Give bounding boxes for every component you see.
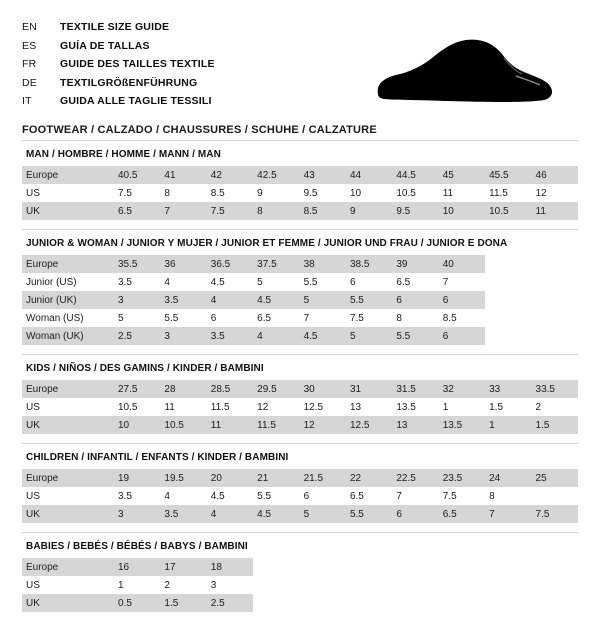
- size-cell: 5.5: [392, 327, 438, 345]
- size-cell: 10.5: [160, 416, 206, 434]
- size-cell: 6: [392, 505, 438, 523]
- size-cell: 19.5: [160, 469, 206, 487]
- table-row: [22, 327, 578, 345]
- row-label: Junior (UK): [22, 291, 114, 309]
- size-cell: 23.5: [439, 469, 485, 487]
- table-row: [22, 166, 578, 184]
- row-label: UK: [22, 505, 114, 523]
- size-cell: 6.5: [392, 273, 438, 291]
- language-row: [22, 74, 215, 93]
- size-cell: [485, 255, 531, 273]
- size-cell: 7.5: [439, 487, 485, 505]
- size-cell: 4: [253, 327, 299, 345]
- row-label: Europe: [22, 166, 114, 184]
- size-cell: 3: [207, 576, 253, 594]
- section-spacer: [22, 523, 578, 532]
- size-cell: [439, 558, 485, 576]
- size-cell: 38.5: [346, 255, 392, 273]
- size-cell: 25: [532, 469, 578, 487]
- size-cell: [300, 594, 346, 612]
- size-cell: 2.5: [114, 327, 160, 345]
- size-cell: 16: [114, 558, 160, 576]
- size-cell: 3: [114, 505, 160, 523]
- size-cell: 5: [300, 291, 346, 309]
- size-cell: 20: [207, 469, 253, 487]
- size-cell: 1: [114, 576, 160, 594]
- size-cell: [253, 558, 299, 576]
- size-cell: 7: [439, 273, 485, 291]
- size-cell: 6: [439, 327, 485, 345]
- size-cell: 9.5: [392, 202, 438, 220]
- size-cell: [532, 594, 578, 612]
- size-cell: [532, 558, 578, 576]
- size-cell: [485, 273, 531, 291]
- row-label: Europe: [22, 558, 114, 576]
- size-cell: 10: [346, 184, 392, 202]
- size-cell: 1.5: [485, 398, 531, 416]
- size-cell: 8.5: [300, 202, 346, 220]
- table-row: [22, 398, 578, 416]
- size-cell: 3: [114, 291, 160, 309]
- size-table: [22, 558, 578, 612]
- size-cell: 10.5: [114, 398, 160, 416]
- language-title: GUIDE DES TAILLES TEXTILE: [60, 58, 215, 70]
- section-spacer: [22, 612, 578, 621]
- size-cell: 7: [392, 487, 438, 505]
- size-cell: 12.5: [346, 416, 392, 434]
- table-row: [22, 576, 578, 594]
- row-label: Woman (US): [22, 309, 114, 327]
- size-table: [22, 166, 578, 220]
- section-spacer: [22, 220, 578, 229]
- size-cell: 33: [485, 380, 531, 398]
- language-title: TEXTILE SIZE GUIDE: [60, 21, 170, 33]
- row-label: US: [22, 398, 114, 416]
- size-cell: 7.5: [346, 309, 392, 327]
- dress-shoe-icon: [366, 32, 556, 110]
- table-row: [22, 594, 578, 612]
- size-table: [22, 380, 578, 434]
- size-cell: 7: [300, 309, 346, 327]
- size-sections: [22, 140, 578, 621]
- size-cell: [346, 594, 392, 612]
- size-cell: 6: [392, 291, 438, 309]
- size-cell: 5.5: [300, 273, 346, 291]
- size-cell: 4: [207, 291, 253, 309]
- size-cell: 5.5: [160, 309, 206, 327]
- language-title: GUIDA ALLE TAGLIE TESSILI: [60, 95, 212, 107]
- size-cell: 9: [346, 202, 392, 220]
- row-label: Europe: [22, 469, 114, 487]
- size-cell: 12: [532, 184, 578, 202]
- size-cell: 11.5: [253, 416, 299, 434]
- size-cell: 11.5: [207, 398, 253, 416]
- size-section: [22, 140, 578, 229]
- size-cell: 5: [253, 273, 299, 291]
- size-cell: 45: [439, 166, 485, 184]
- size-cell: 2: [532, 398, 578, 416]
- language-code: ES: [22, 39, 37, 52]
- size-cell: 9: [253, 184, 299, 202]
- size-cell: 11: [532, 202, 578, 220]
- size-cell: 6.5: [346, 487, 392, 505]
- size-cell: 5.5: [346, 291, 392, 309]
- table-row: [22, 255, 578, 273]
- document-header: [22, 18, 578, 136]
- size-cell: 31.5: [392, 380, 438, 398]
- size-cell: [532, 309, 578, 327]
- row-label: UK: [22, 594, 114, 612]
- size-section-title: MAN / HOMBRE / HOMME / MANN / MAN: [22, 140, 578, 166]
- row-label: Junior (US): [22, 273, 114, 291]
- size-cell: 12: [300, 416, 346, 434]
- size-cell: 8: [392, 309, 438, 327]
- size-cell: [300, 558, 346, 576]
- size-cell: 31: [346, 380, 392, 398]
- size-cell: 36: [160, 255, 206, 273]
- row-label: US: [22, 487, 114, 505]
- category-line: FOOTWEAR / CALZADO / CHAUSSURES / SCHUHE / CALZATURE: [22, 123, 377, 136]
- size-cell: 5: [346, 327, 392, 345]
- table-row: [22, 273, 578, 291]
- row-label: Woman (UK): [22, 327, 114, 345]
- size-cell: 28.5: [207, 380, 253, 398]
- table-row: [22, 558, 578, 576]
- size-section-title: JUNIOR & WOMAN / JUNIOR Y MUJER / JUNIOR ET FEMME / JUNIOR UND FRAU / JUNIOR E DONA: [22, 229, 578, 255]
- size-cell: 13: [346, 398, 392, 416]
- size-cell: 42: [207, 166, 253, 184]
- language-code: IT: [22, 95, 32, 107]
- language-row: [22, 18, 215, 37]
- size-cell: [532, 291, 578, 309]
- size-cell: [532, 255, 578, 273]
- language-title: GUÍA DE TALLAS: [60, 39, 150, 52]
- size-cell: [532, 487, 578, 505]
- table-row: [22, 309, 578, 327]
- size-cell: [485, 558, 531, 576]
- language-row: [22, 55, 215, 74]
- size-cell: 3.5: [160, 505, 206, 523]
- size-cell: [253, 594, 299, 612]
- size-cell: 42.5: [253, 166, 299, 184]
- size-section-title: KIDS / NIÑOS / DES GAMINS / KINDER / BAMBINI: [22, 354, 578, 380]
- size-cell: 22: [346, 469, 392, 487]
- size-cell: 13.5: [392, 398, 438, 416]
- size-cell: [485, 291, 531, 309]
- size-cell: 11: [439, 184, 485, 202]
- size-cell: 40.5: [114, 166, 160, 184]
- size-cell: 17: [160, 558, 206, 576]
- size-cell: 1: [485, 416, 531, 434]
- size-cell: 3.5: [114, 273, 160, 291]
- size-cell: 10: [114, 416, 160, 434]
- size-cell: 2: [160, 576, 206, 594]
- size-cell: 4.5: [207, 273, 253, 291]
- size-cell: 3.5: [160, 291, 206, 309]
- size-cell: 22.5: [392, 469, 438, 487]
- size-cell: 19: [114, 469, 160, 487]
- size-cell: 8: [160, 184, 206, 202]
- size-cell: [346, 576, 392, 594]
- size-cell: [485, 576, 531, 594]
- size-cell: 39: [392, 255, 438, 273]
- size-cell: 4: [160, 487, 206, 505]
- size-cell: 4: [207, 505, 253, 523]
- size-cell: 8.5: [207, 184, 253, 202]
- size-cell: [532, 273, 578, 291]
- size-cell: 7.5: [207, 202, 253, 220]
- section-spacer: [22, 345, 578, 354]
- size-cell: 4.5: [300, 327, 346, 345]
- size-cell: 45.5: [485, 166, 531, 184]
- size-cell: 21: [253, 469, 299, 487]
- size-table: [22, 255, 578, 345]
- size-cell: [485, 309, 531, 327]
- size-cell: 7.5: [114, 184, 160, 202]
- size-cell: 5.5: [346, 505, 392, 523]
- size-cell: 21.5: [300, 469, 346, 487]
- size-cell: [439, 576, 485, 594]
- row-label: UK: [22, 202, 114, 220]
- size-cell: 41: [160, 166, 206, 184]
- size-cell: 28: [160, 380, 206, 398]
- size-cell: 1: [439, 398, 485, 416]
- size-cell: 1.5: [532, 416, 578, 434]
- size-cell: [485, 327, 531, 345]
- size-cell: [253, 576, 299, 594]
- language-title: TEXTILGRÖßENFÜHRUNG: [60, 76, 198, 89]
- table-row: [22, 505, 578, 523]
- size-cell: 38: [300, 255, 346, 273]
- size-cell: 40: [439, 255, 485, 273]
- size-cell: 7: [485, 505, 531, 523]
- size-cell: 13.5: [439, 416, 485, 434]
- size-cell: [532, 327, 578, 345]
- size-cell: 11: [207, 416, 253, 434]
- size-section: [22, 229, 578, 354]
- size-section: [22, 443, 578, 532]
- size-cell: 11: [160, 398, 206, 416]
- row-label: US: [22, 576, 114, 594]
- size-cell: 6: [207, 309, 253, 327]
- size-cell: 10.5: [392, 184, 438, 202]
- size-table: [22, 469, 578, 523]
- size-cell: 10: [439, 202, 485, 220]
- size-cell: 44.5: [392, 166, 438, 184]
- size-cell: [346, 558, 392, 576]
- size-cell: 10.5: [485, 202, 531, 220]
- size-cell: [392, 576, 438, 594]
- size-cell: 6: [300, 487, 346, 505]
- size-cell: 6: [439, 291, 485, 309]
- language-code: DE: [22, 76, 37, 89]
- size-cell: 46: [532, 166, 578, 184]
- size-cell: 30: [300, 380, 346, 398]
- size-cell: 0.5: [114, 594, 160, 612]
- size-cell: 36.5: [207, 255, 253, 273]
- size-cell: [300, 576, 346, 594]
- size-cell: 8.5: [439, 309, 485, 327]
- size-cell: 9.5: [300, 184, 346, 202]
- size-cell: 13: [392, 416, 438, 434]
- size-cell: 7.5: [532, 505, 578, 523]
- section-spacer: [22, 434, 578, 443]
- size-cell: 11.5: [485, 184, 531, 202]
- size-cell: 24: [485, 469, 531, 487]
- size-cell: 3: [160, 327, 206, 345]
- size-cell: 12.5: [300, 398, 346, 416]
- size-cell: 6.5: [253, 309, 299, 327]
- row-label: US: [22, 184, 114, 202]
- size-cell: 6.5: [439, 505, 485, 523]
- table-row: [22, 202, 578, 220]
- size-cell: 7: [160, 202, 206, 220]
- size-cell: 5: [300, 505, 346, 523]
- row-label: Europe: [22, 255, 114, 273]
- table-row: [22, 416, 578, 434]
- size-cell: [392, 594, 438, 612]
- table-row: [22, 469, 578, 487]
- size-section-title: BABIES / BEBÉS / BÉBÉS / BABYS / BAMBINI: [22, 532, 578, 558]
- size-cell: 2.5: [207, 594, 253, 612]
- size-cell: 8: [485, 487, 531, 505]
- size-cell: 4.5: [253, 505, 299, 523]
- table-row: [22, 487, 578, 505]
- size-cell: 18: [207, 558, 253, 576]
- size-cell: 6: [346, 273, 392, 291]
- size-cell: 4.5: [253, 291, 299, 309]
- table-row: [22, 291, 578, 309]
- size-cell: 3.5: [114, 487, 160, 505]
- size-cell: 8: [253, 202, 299, 220]
- size-cell: 37.5: [253, 255, 299, 273]
- language-row: [22, 37, 215, 56]
- row-label: UK: [22, 416, 114, 434]
- language-code: EN: [22, 21, 37, 33]
- size-cell: 32: [439, 380, 485, 398]
- size-cell: 29.5: [253, 380, 299, 398]
- size-cell: 1.5: [160, 594, 206, 612]
- size-cell: 44: [346, 166, 392, 184]
- size-cell: 35.5: [114, 255, 160, 273]
- size-cell: [532, 576, 578, 594]
- size-cell: 6.5: [114, 202, 160, 220]
- size-cell: 3.5: [207, 327, 253, 345]
- size-cell: 33.5: [532, 380, 578, 398]
- language-title-list: [22, 18, 215, 111]
- size-cell: 12: [253, 398, 299, 416]
- size-section-title: CHILDREN / INFANTIL / ENFANTS / KINDER / BAMBINI: [22, 443, 578, 469]
- size-cell: 27.5: [114, 380, 160, 398]
- row-label: Europe: [22, 380, 114, 398]
- language-code: FR: [22, 58, 37, 70]
- size-cell: 4.5: [207, 487, 253, 505]
- size-cell: 43: [300, 166, 346, 184]
- size-cell: 4: [160, 273, 206, 291]
- size-section: [22, 354, 578, 443]
- table-row: [22, 380, 578, 398]
- size-cell: [392, 558, 438, 576]
- size-cell: 5.5: [253, 487, 299, 505]
- language-row: [22, 92, 215, 111]
- size-cell: [439, 594, 485, 612]
- size-cell: [485, 594, 531, 612]
- size-section: [22, 532, 578, 621]
- size-cell: 5: [114, 309, 160, 327]
- table-row: [22, 184, 578, 202]
